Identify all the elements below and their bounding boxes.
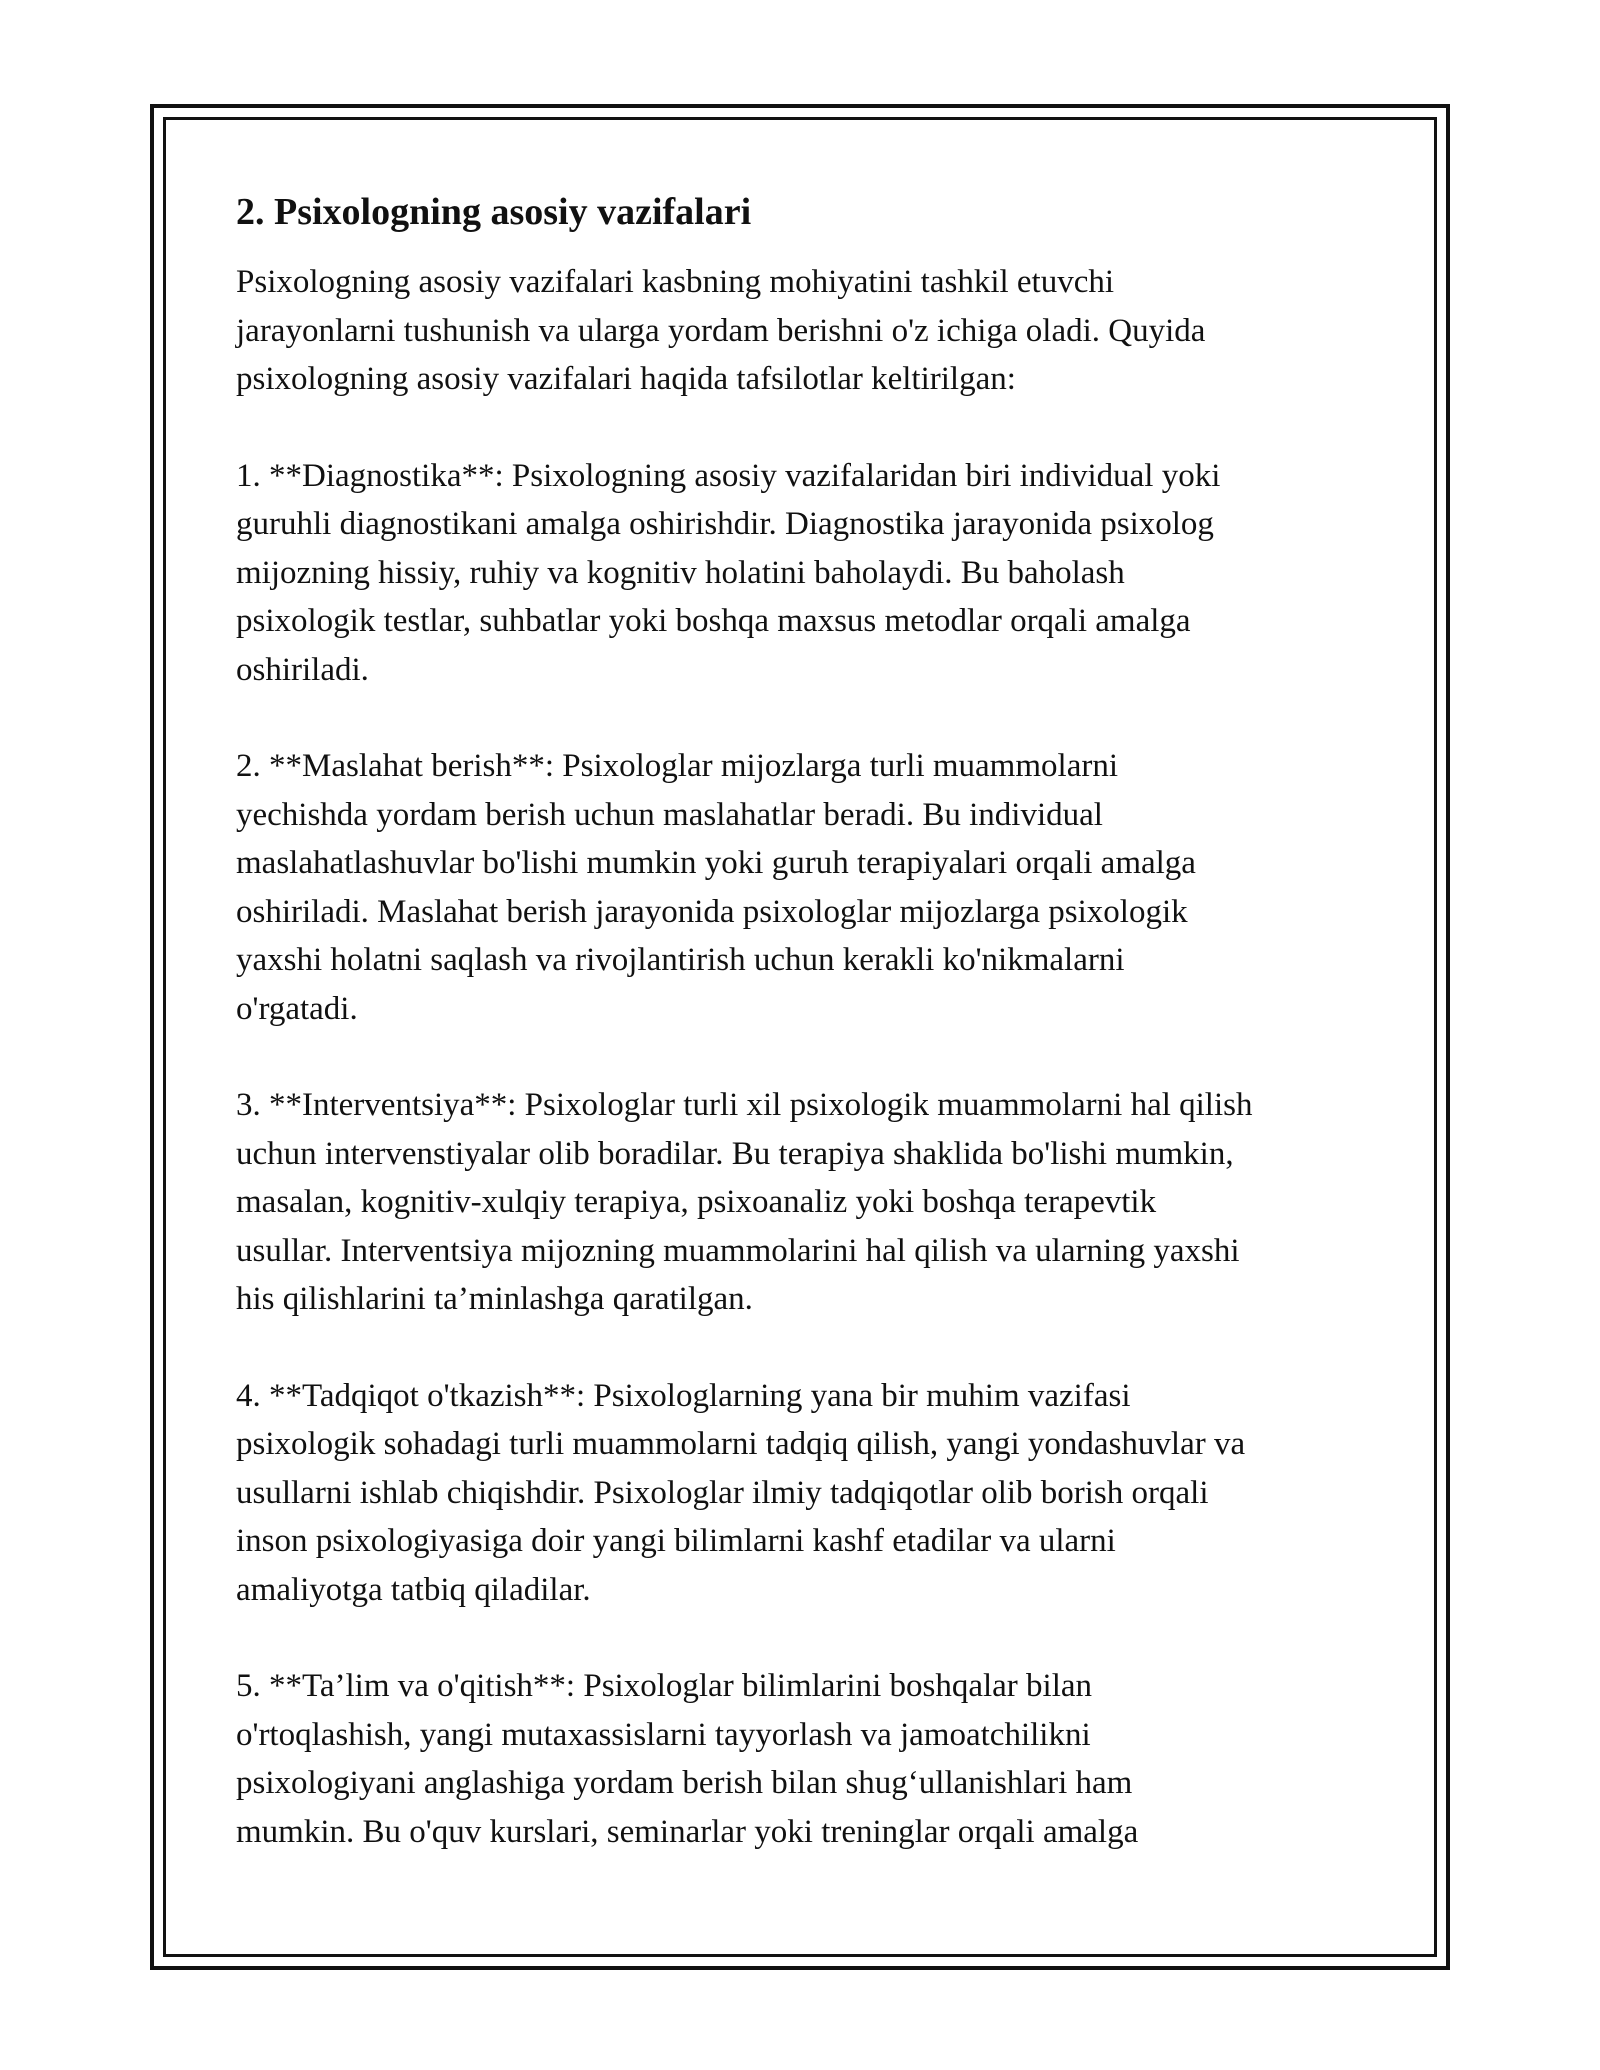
text-line: 3. **Interventsiya**: Psixologlar turli xil psixologik muammolarni hal qilish [236,1087,1253,1123]
text-line: 2. **Maslahat berish**: Psixologlar mijozlarga turli muammolarni [236,748,1118,784]
text-line: 4. **Tadqiqot o'tkazish**: Psixologlarning yana bir muhim vazifasi [236,1377,1131,1414]
text-line: psixologik testlar, suhbatlar yoki boshqa maxsus metodlar orqali amalga [236,603,1191,639]
paragraph-maslahat-berish [236,742,1386,1033]
text-line: uchun intervenstiyalar olib boradilar. Bu terapiya shaklida bo'lishi mumkin, [236,1135,1234,1172]
text-line: psixologning asosiy vazifalari haqida tafsilotlar keltirilgan: [236,361,1016,397]
text-line: Psixologning asosiy vazifalari kasbning mohiyatini tashkil etuvchi [236,264,1115,300]
text-line: o'rtoqlashish, yangi mutaxassislarni tayyorlash va jamoatchilikni [236,1716,1091,1753]
text-line: jarayonlarni tushunish va ularga yordam berishni o'z ichiga oladi. Quyida [236,312,1206,349]
section-heading: 2. Psixologning asosiy vazifalari [236,191,752,233]
intro-paragraph [236,258,1386,404]
text-line: psixologik sohadagi turli muammolarni tadqiq qilish, yangi yondashuvlar va [236,1426,1246,1462]
text-line: yechishda yordam berish uchun maslahatlar beradi. Bu individual [236,796,1103,833]
text-line: 5. **Ta’lim va o'qitish**: Psixologlar bilimlarini boshqalar bilan [236,1668,1093,1704]
text-line: usullar. Interventsiya mijozning muammolarini hal qilish va ularning yaxshi [236,1232,1240,1269]
paragraph-interventsiya [236,1081,1386,1324]
text-line: mijozning hissiy, ruhiy va kognitiv holatini baholaydi. Bu baholash [236,554,1125,591]
text-line: maslahatlashuvlar bo'lishi mumkin yoki guruh terapiyalari orqali amalga [236,845,1196,881]
text-line: oshiriladi. Maslahat berish jarayonida psixologlar mijozlarga psixologik [236,893,1188,930]
text-line: usullarni ishlab chiqishdir. Psixologlar ilmiy tadqiqotlar olib borish orqali [236,1474,1209,1511]
text-line: guruhli diagnostikani amalga oshirishdir. Diagnostika jarayonida psixolog [236,506,1214,542]
text-line: amaliyotga tatbiq qiladilar. [236,1571,591,1608]
paragraph-tadqiqot [236,1372,1386,1615]
text-line: his qilishlarini ta’minlashga qaratilgan. [236,1281,753,1317]
text-line: inson psixologiyasiga doir yangi bilimlarni kashf etadilar va ularni [236,1523,1116,1559]
text-line: psixologiyani anglashiga yordam berish bilan shug‘ullanishlari ham [236,1765,1133,1801]
text-line: o'rgatadi. [236,990,358,1027]
document-body [236,188,1386,1904]
text-line: yaxshi holatni saqlash va rivojlantirish uchun kerakli ko'nikmalarni [236,942,1125,978]
paragraph-talim [236,1662,1386,1856]
text-line: masalan, kognitiv-xulqiy terapiya, psixoanaliz yoki boshqa terapevtik [236,1184,1157,1220]
text-line: 1. **Diagnostika**: Psixologning asosiy vazifalaridan biri individual yoki [236,457,1221,494]
paragraph-diagnostika [236,452,1386,695]
text-line: mumkin. Bu o'quv kurslari, seminarlar yoki treninglar orqali amalga [236,1813,1139,1850]
text-line: oshiriladi. [236,651,369,688]
